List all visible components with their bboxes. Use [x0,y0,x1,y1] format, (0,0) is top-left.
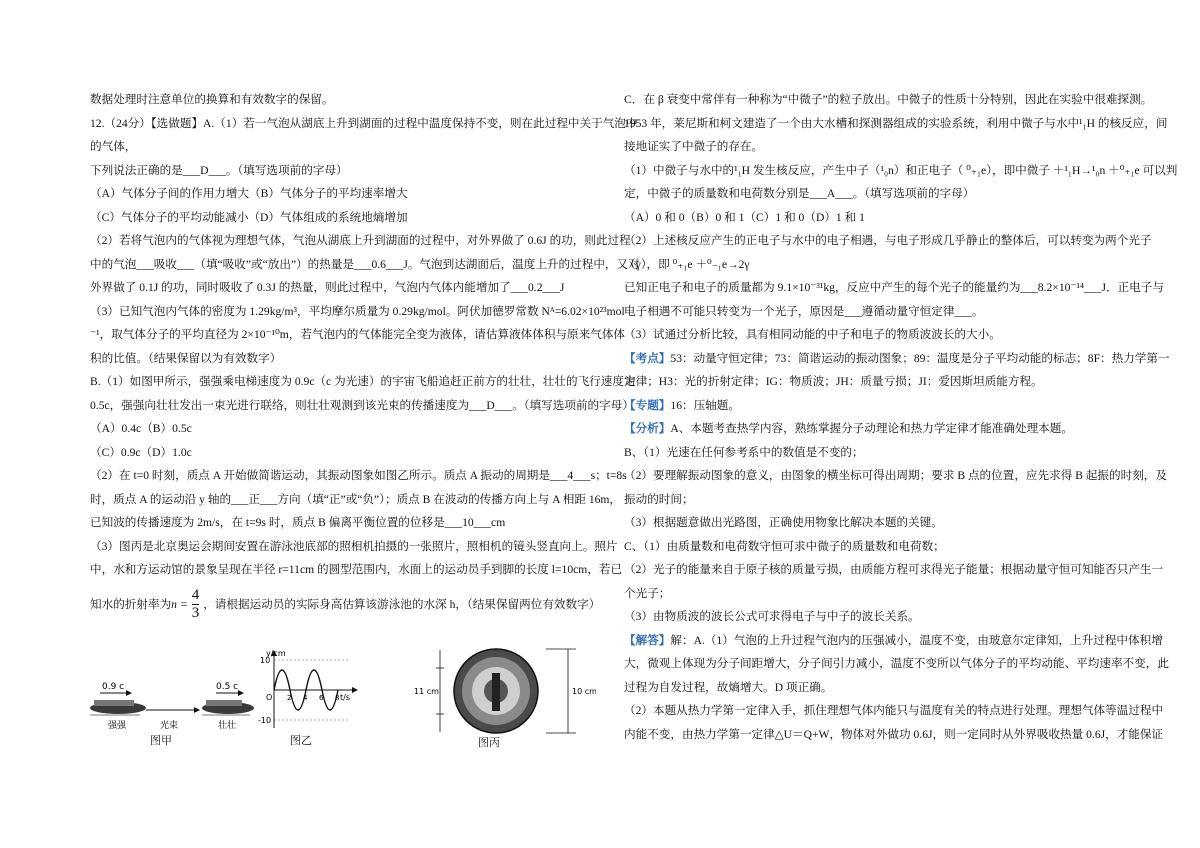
text-line [624,112,1168,136]
line-text: 解：A.（1）气泡的上升过程气泡内的压强减小，温度不变，由玻意尔定律知，上升过程中体积增 [670,633,1163,647]
line-text: 定律；H3：光的折射定律；IG：物质波；JH：质量亏损；JI：爱因斯坦质能方程。 [624,375,1043,388]
line-text: 定，中微子的质量数和电荷数分别是___A___。（填写选项前的字母） [624,187,975,200]
figure-yi [258,648,358,748]
text-line [624,253,1129,277]
text-line: （2）在 t=0 时刻，质点 A 开始做简谐运动，其振动图象如图乙所示。质点 A 振动的周期是___4___s；t=8s [90,469,627,482]
x-axis-label: t/s [340,693,350,702]
text-line [624,558,1164,582]
y-axis-label: y/cm [266,649,286,658]
text-line: 的气体， [90,140,137,153]
dim-l-label: 11 cm [414,687,439,696]
left-column [88,88,640,628]
text-line [624,276,1164,300]
spaceship-diagram [88,678,263,733]
line-text: （3）由物质波的波长公式可求得电子与中子的波长关系。 [624,610,920,623]
text-line [624,511,1129,535]
text-line [624,182,1129,206]
text-line: （A）气体分子间的作用力增大（B）气体分子的平均速率增大 [90,187,408,200]
tick-label: 8 [335,694,340,702]
text-line: B.（1）如图甲所示，强强乘电梯速度为 0.9c（c 为光速）的宇宙飞船追赶正前方的壮壮，壮壮的飞行速度为 [90,375,636,388]
figure-bing-label: 图丙 [478,736,500,749]
line-text: 内能不变，由热力学第一定律△U＝Q+W，物体对外做功 0.6J，则一定同时从外界吸收热量 0.6J，才能保证 [624,727,1164,741]
line-text: C．在 β 衰变中常伴有一种称为“中微子”的粒子放出。中微子的性质十分特别，因此在实验中很难探测。 [624,93,1153,106]
pool-photo [386,648,596,734]
line-text: （3）试通过分析比较，具有相同动能的中子和电子的物质波波长的大小。 [624,328,1001,341]
text-line: 积的比值。（结果保留以为有效数字） [90,351,282,365]
text-line [624,582,1129,606]
section-tag: 【分析】 [624,422,671,435]
text-line: （2）若将气泡内的气体视为理想气体，气泡从湖底上升到湖面的过程中，对外界做了 0.6J 的功，则此过程 [90,234,631,247]
figure-bing [386,648,596,748]
text-line: （C）0.9c（D）1.0c [90,445,192,459]
text-line: 中，水和方运动馆的景象呈现在半径 r=11cm 的圆型范围内，水面上的运动员手到脚的长度 l=10cm，若已 [90,563,623,576]
text-line [624,417,1129,441]
line-text: 个光子； [624,586,671,600]
figure-yi-label: 图乙 [290,734,312,747]
y-min-label: -10 [258,716,272,725]
y-max-label: 10 [260,656,271,665]
text-line [624,323,1129,347]
swimmer-silhouette [492,673,500,711]
line-text: （γ），即 ⁰₊₁e ＋⁰₋₁e→2γ [624,257,750,271]
line-text: （1）中微子与水中的¹₁H 发生核反应，产生中子（¹₀n）和正电子（ ⁰₊₁e），即中微子 ＋¹₁H→¹₀n ＋⁰₊₁e 可以判 [624,163,1178,177]
text-line [624,464,1167,488]
text-line: 时，质点 A 的运动沿 y 轴的___正___方向（填“正”或“负”）；质点 B 在波动的传播方向上与 A 相距 16m， [90,492,622,506]
text-line: （A）0.4c（B）0.5c [90,422,192,435]
line-text: C、（1）由质量数和电荷数守恒可求中微子的质量数和电荷数； [624,539,945,553]
text-line: （C）气体分子的平均动能减小（D）气体组成的系统地熵增加 [90,210,408,224]
speed-label-1: 0.9 c [102,682,125,692]
text-line [624,394,1129,418]
section-tag: 【解答】 [624,633,671,647]
text-line: 0.5c，强强向壮壮发出一束光进行联络，则壮壮观测到该光束的传播速度为___D___。（填写选项前的字母） [90,398,634,412]
refraction-line [88,582,601,628]
line-text: （2）上述核反应产生的正电子与水中的电子相遇，与电子形成几乎静止的整体后，可以转变为两个光子 [624,234,1152,247]
text-line [624,229,1152,253]
label-beam: 光束 [160,721,179,731]
speed-label-2: 0.5 c [216,682,239,692]
text-line [624,652,1169,676]
origin-label: O [266,693,273,702]
text-run: 知水的折射率为 [90,597,172,611]
text-line [624,699,1164,723]
line-text: 接地证实了中微子的存在。 [624,140,764,153]
line-text: （2）光子的能量来自于原子核的质量亏损，由质能方程可求得光子能量；根据动量守恒可知能否只产生一 [624,563,1164,576]
tick-label: 6 [319,694,324,702]
line-text: 1953 年，莱尼斯和柯文建造了一个由大水槽和探测器组成的实验系统，利用中微子与水中¹₁H 的核反应，间 [624,116,1168,130]
text-line [624,605,1129,629]
line-text: 已知正电子和电子的质量都为 9.1×10⁻³¹kg，反应中产生的每个光子的能量约为___8.2×10⁻¹⁴___J．正电子与 [624,281,1164,294]
text-line [624,629,1163,653]
text-line: 数据处理时注意单位的换算和有效数字的保留。 [90,93,334,106]
text-line [624,300,1129,324]
section-tag: 【专题】 [624,398,671,412]
text-line: 中的气泡___吸收___（填“吸收”或“放出”）的热量是___0.6___J。气泡到达湖面后，温度上升的过程中，又对 [90,257,640,271]
tick-label: 2 [287,694,292,702]
line-text: （A）0 和 0（B）0 和 1（C）1 和 0（D）1 和 1 [624,210,865,224]
text-line [624,347,1170,371]
text-line [624,206,1129,230]
text-line: 已知波的传播速度为 2m/s，在 t=9s 时，质点 B 偏离平衡位置的位移是___10___cm [90,516,506,529]
line-text: 电子相遇不可能只转变为一个光子，原因是___遵循动量守恒定律___。 [624,304,984,318]
label-qiangqiang: 强强 [108,721,127,731]
text-line [624,535,1129,559]
line-text: 振动的时间； [624,492,694,506]
line-text: 大，微观上体现为分子间距增大，分子间引力减小，温度不变所以气体分子的平均动能、平均速率不变，此 [624,657,1169,670]
line-text: 过程为自发过程，故熵增大。D 项正确。 [624,680,833,694]
text-line [624,676,1129,700]
line-text: （3）根据题意做出光路图，正确使用物象比解决本题的关键。 [624,516,943,529]
text-line [624,135,1129,159]
text-line [624,88,1153,112]
right-column [624,88,1178,746]
text-line [624,723,1164,747]
line-text: 16：压轴题。 [670,398,740,412]
text-line: 12.（24分）【选做题】A.（1）若一气泡从湖底上升到湖面的过程中温度保持不变，则在此过程中关于气泡中 [90,116,638,130]
figure-jia [88,678,263,748]
text-line: 外界做了 0.1J 的功，同时吸收了 0.3J 的热量，则此过程中，气泡内气体内能增加了___0.2___J [90,281,565,294]
text-line [624,159,1178,183]
fraction-numerator: 4 [191,587,200,604]
dim-r-label: 10 cm [572,687,596,696]
fraction-denominator: 3 [191,605,200,622]
figures-row [88,648,596,749]
line-text: A、本题考查热学内容，熟练掌握分子动理论和热力学定律才能准确处理本题。 [670,422,1073,435]
text-line [624,441,1129,465]
text-run: ，请根据运动员的实际身高估算该游泳池的水深 h，（结果保留两位有效数字） [203,597,601,611]
vibration-graph [258,648,358,730]
text-line: ⁻¹，取气体分子的平均直径为 2×10⁻¹⁰m，若气泡内的气体能完全变为液体，请估算液体体积与原来气体体 [90,328,626,341]
line-text: （2）本题从热力学第一定律入手，抓住理想气体内能只与温度有关的特点进行处理。理想气体等温过程中 [624,704,1164,717]
label-zhuangzhuang: 壮壮 [218,721,237,731]
ship-zhuangzhuang [202,700,254,716]
ship-qiangqiang [90,700,146,716]
text-line [624,488,1129,512]
line-text: （2）要理解振动图象的意义，由图象的横坐标可得出周期；要求 B 点的位置，应先求得 B 起振的时刻，及 [624,469,1167,482]
text-line: （3）已知气泡内气体的密度为 1.29kg/m³，平均摩尔质量为 0.29kg/mol。阿伏加德罗常数 Nᴬ=6.02×10²³mol [90,304,625,318]
n-symbol: n = [171,597,188,611]
line-text: B、（1）光速在任何参考系中的数值是不变的； [624,445,864,459]
text-line [624,370,1129,394]
line-text: 53：动量守恒定律；73：简谐运动的振动图象；89：温度是分子平均动能的标志；8F：热力学第一 [670,351,1170,365]
fraction [192,587,200,622]
figure-jia-label: 图甲 [150,734,172,747]
section-tag: 【考点】 [624,351,671,365]
text-line: （3）图丙是北京奥运会期间安置在游泳池底部的照相机拍摄的一张照片，照相机的镜头竖直向上。照片 [90,539,618,553]
tick-label: 4 [303,694,308,702]
text-line: 下列说法正确的是___D___。（填写选项前的字母） [90,163,348,177]
